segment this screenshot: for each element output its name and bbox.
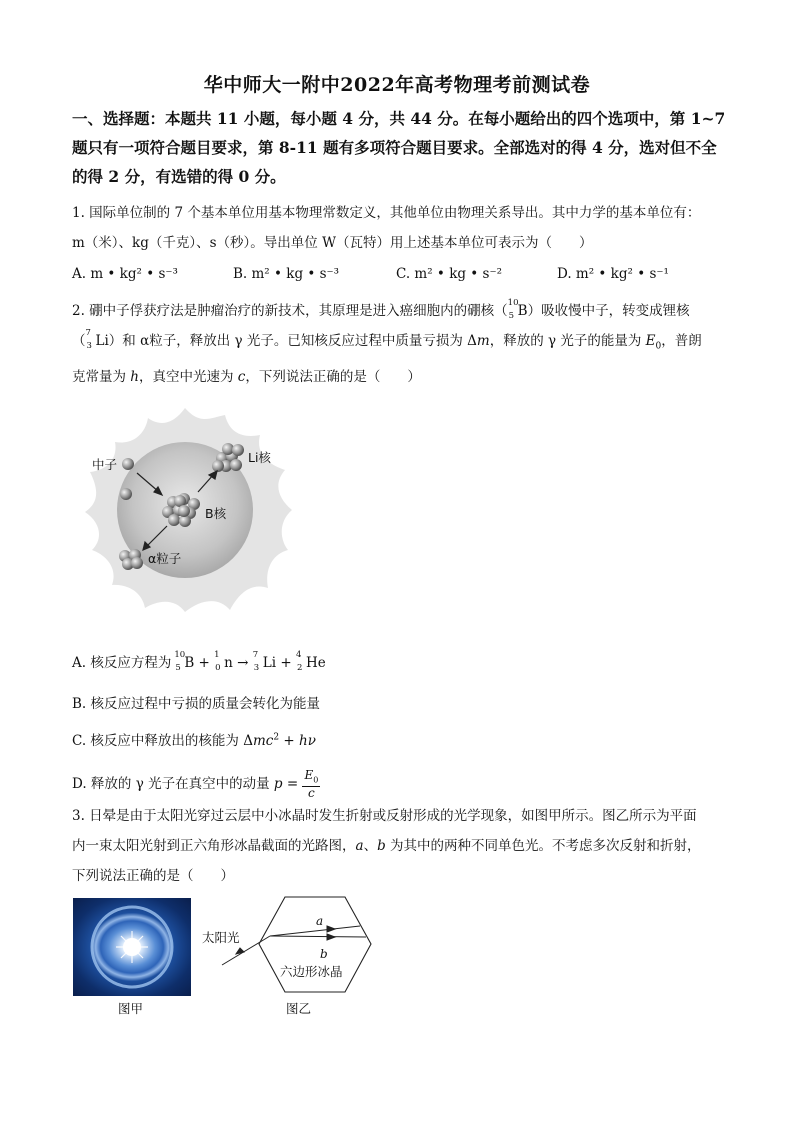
li7-nuclide: 7 3 [85,328,92,351]
ray-a-label: a [316,914,324,928]
caption-yi: 图乙 [286,1001,312,1016]
q2-line-3: 克常量为 h，真空中光速为 c，下列说法正确的是（ ） [72,368,421,385]
q2-line-1: 2. 硼中子俘获疗法是肿瘤治疗的新技术，其原理是进入癌细胞内的硼核（ 10 5 B）吸收慢中子，转变成锂核 [72,298,690,321]
q2-line-2: （ 7 3 Li）和 α粒子，释放出 γ 光子。已知核反应过程中质量亏损为 Δm，释放的 γ 光子的能量为 $E_0$，普朗 [72,328,702,352]
q2-option-d: D. 释放的 γ 光子在真空中的动量 p = $\frac{E_0}{c}$ [72,768,319,801]
sun-halo-photo [73,898,191,996]
b-label: B核 [205,506,227,521]
question-1 [72,198,732,258]
boron-capture-diagram [70,400,310,620]
section-line-3: 的得 2 分，有选错的得 0 分。 [72,167,286,186]
question-2 [72,296,732,392]
li-label: Li核 [248,450,271,465]
q1-option-d: D. m² • kg² • s⁻¹ [557,266,669,282]
q2-option-a: A. 核反应方程为 10 5 B + 1 0 n → 7 3 Li + 4 2 He [72,650,326,673]
neutron-label: 中子 [92,457,118,472]
q1-line-1: 1. 国际单位制的 7 个基本单位用基本物理常数定义，其他单位由物理关系导出。其中力学的基本单位有： [72,205,701,221]
section-line-2: 题只有一项符合题目要求，第 8-11 题有多项符合题目要求。全部选对的得 4 分，选对但不全 [72,138,717,157]
hexagon-light-path [200,895,375,1000]
page-title: 华中师大一附中2022年高考物理考前测试卷 [203,74,591,96]
q3-line-2: 内一束太阳光射到正六角形冰晶截面的光路图，a、b 为其中的两种不同单色光。不考虑多次反射和折射， [72,838,701,854]
q3-line-1: 3. 日晕是由于太阳光穿过云层中小冰晶时发生折射或反射形成的光学现象，如图甲所示。图乙所示为平面 [72,808,697,824]
q1-option-c: C. m² • kg • s⁻² [396,266,503,282]
q1-line-2: m（米）、kg（千克）、s（秒）。导出单位 W（瓦特）用上述基本单位可表示为（ ） [72,235,593,251]
q1-option-b: B. m² • kg • s⁻³ [233,266,340,282]
q3-line-3: 下列说法正确的是（ ） [72,868,234,884]
refracted-ray-a [270,926,360,936]
neutron-ball-1 [122,458,134,470]
mass-symbol: m [476,333,490,349]
b10-nuclide: 10 5 [507,298,519,321]
energy-symbol: E [645,333,656,349]
caption-jia: 图甲 [118,1001,144,1016]
section-line-1: 一、选择题：本题共 11 小题，每小题 4 分，共 44 分。在每小题给出的四个选项中，第 1~7 [72,109,726,128]
q2-option-b: B. 核反应过程中亏损的质量会转化为能量 [72,696,321,712]
q1-option-a: A. m • kg² • s⁻³ [72,266,178,282]
section-instructions [72,104,732,191]
alpha-label: α粒子 [148,551,182,566]
neutron-ball-2 [120,488,132,500]
q2-option-c: C. 核反应中释放出的核能为 Δmc$^2$ + hν [72,732,316,749]
sunlight-label: 太阳光 [202,930,240,945]
question-3 [72,801,732,891]
ray-b-label: b [320,947,328,961]
crystal-label: 六边形冰晶 [280,964,343,979]
